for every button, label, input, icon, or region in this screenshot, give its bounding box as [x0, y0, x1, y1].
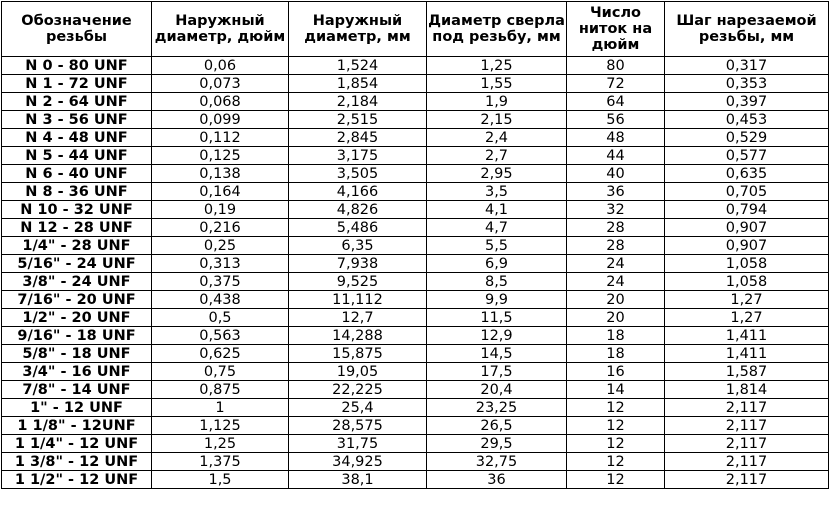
- thread-designation-cell: N 4 - 48 UNF: [2, 129, 152, 147]
- page: [0, 1, 831, 516]
- thread-pitch-mm-cell: 0,529: [665, 129, 829, 147]
- thread-designation-cell: 1 1/4" - 12 UNF: [2, 435, 152, 453]
- drill-diameter-mm-cell: 8,5: [427, 273, 567, 291]
- thread-pitch-mm-cell: 0,907: [665, 219, 829, 237]
- table-row: [2, 417, 829, 435]
- thread-designation-cell: N 12 - 28 UNF: [2, 219, 152, 237]
- table-row: [2, 93, 829, 111]
- drill-diameter-mm-cell: 2,15: [427, 111, 567, 129]
- drill-diameter-mm-cell: 23,25: [427, 399, 567, 417]
- outer-diameter-inch-cell: 0,112: [152, 129, 289, 147]
- thread-pitch-mm-cell: 0,907: [665, 237, 829, 255]
- outer-diameter-inch-cell: 0,875: [152, 381, 289, 399]
- outer-diameter-inch-cell: 1,25: [152, 435, 289, 453]
- header-thread-pitch-mm: Шаг нарезаемой резьбы, мм: [665, 2, 829, 57]
- threads-per-inch-cell: 48: [567, 129, 665, 147]
- outer-diameter-mm-cell: 15,875: [289, 345, 427, 363]
- table-row: [2, 57, 829, 75]
- outer-diameter-inch-cell: 0,216: [152, 219, 289, 237]
- outer-diameter-mm-cell: 38,1: [289, 471, 427, 489]
- outer-diameter-mm-cell: 2,845: [289, 129, 427, 147]
- table-row: [2, 471, 829, 489]
- threads-per-inch-cell: 44: [567, 147, 665, 165]
- drill-diameter-mm-cell: 14,5: [427, 345, 567, 363]
- thread-pitch-mm-cell: 0,635: [665, 165, 829, 183]
- table-row: [2, 129, 829, 147]
- outer-diameter-mm-cell: 4,826: [289, 201, 427, 219]
- drill-diameter-mm-cell: 29,5: [427, 435, 567, 453]
- table-row: [2, 309, 829, 327]
- thread-pitch-mm-cell: 2,117: [665, 453, 829, 471]
- outer-diameter-inch-cell: 0,563: [152, 327, 289, 345]
- outer-diameter-mm-cell: 28,575: [289, 417, 427, 435]
- drill-diameter-mm-cell: 12,9: [427, 327, 567, 345]
- drill-diameter-mm-cell: 2,4: [427, 129, 567, 147]
- table-row: [2, 75, 829, 93]
- threads-per-inch-cell: 36: [567, 183, 665, 201]
- outer-diameter-inch-cell: 0,625: [152, 345, 289, 363]
- drill-diameter-mm-cell: 26,5: [427, 417, 567, 435]
- table-row: [2, 255, 829, 273]
- outer-diameter-inch-cell: 0,5: [152, 309, 289, 327]
- threads-per-inch-cell: 64: [567, 93, 665, 111]
- table-row: [2, 453, 829, 471]
- thread-pitch-mm-cell: 1,814: [665, 381, 829, 399]
- threads-per-inch-cell: 12: [567, 471, 665, 489]
- table-header: [2, 2, 829, 57]
- outer-diameter-mm-cell: 14,288: [289, 327, 427, 345]
- thread-designation-cell: 7/8" - 14 UNF: [2, 381, 152, 399]
- thread-designation-cell: N 6 - 40 UNF: [2, 165, 152, 183]
- outer-diameter-inch-cell: 0,375: [152, 273, 289, 291]
- threads-per-inch-cell: 28: [567, 219, 665, 237]
- drill-diameter-mm-cell: 36: [427, 471, 567, 489]
- outer-diameter-mm-cell: 34,925: [289, 453, 427, 471]
- thread-pitch-mm-cell: 1,27: [665, 291, 829, 309]
- thread-designation-cell: 3/4" - 16 UNF: [2, 363, 152, 381]
- drill-diameter-mm-cell: 5,5: [427, 237, 567, 255]
- outer-diameter-mm-cell: 31,75: [289, 435, 427, 453]
- header-drill-diameter-mm: Диаметр сверла под резьбу, мм: [427, 2, 567, 57]
- outer-diameter-inch-cell: 0,164: [152, 183, 289, 201]
- thread-designation-cell: N 0 - 80 UNF: [2, 57, 152, 75]
- threads-per-inch-cell: 28: [567, 237, 665, 255]
- drill-diameter-mm-cell: 1,55: [427, 75, 567, 93]
- thread-designation-cell: 7/16" - 20 UNF: [2, 291, 152, 309]
- outer-diameter-mm-cell: 7,938: [289, 255, 427, 273]
- table-row: [2, 219, 829, 237]
- thread-pitch-mm-cell: 2,117: [665, 417, 829, 435]
- header-thread-designation: Обозначение резьбы: [2, 2, 152, 57]
- drill-diameter-mm-cell: 4,1: [427, 201, 567, 219]
- threads-per-inch-cell: 56: [567, 111, 665, 129]
- drill-diameter-mm-cell: 2,95: [427, 165, 567, 183]
- threads-per-inch-cell: 18: [567, 327, 665, 345]
- outer-diameter-mm-cell: 3,175: [289, 147, 427, 165]
- threads-per-inch-cell: 72: [567, 75, 665, 93]
- threads-per-inch-cell: 12: [567, 399, 665, 417]
- threads-per-inch-cell: 80: [567, 57, 665, 75]
- thread-designation-cell: 5/16" - 24 UNF: [2, 255, 152, 273]
- drill-diameter-mm-cell: 4,7: [427, 219, 567, 237]
- drill-diameter-mm-cell: 1,25: [427, 57, 567, 75]
- drill-diameter-mm-cell: 9,9: [427, 291, 567, 309]
- thread-designation-cell: 1/2" - 20 UNF: [2, 309, 152, 327]
- threads-per-inch-cell: 40: [567, 165, 665, 183]
- outer-diameter-mm-cell: 11,112: [289, 291, 427, 309]
- thread-pitch-mm-cell: 0,453: [665, 111, 829, 129]
- thread-designation-cell: N 10 - 32 UNF: [2, 201, 152, 219]
- threads-per-inch-cell: 24: [567, 273, 665, 291]
- unf-thread-table: [1, 1, 829, 489]
- outer-diameter-inch-cell: 0,06: [152, 57, 289, 75]
- outer-diameter-mm-cell: 2,184: [289, 93, 427, 111]
- table-row: [2, 183, 829, 201]
- thread-pitch-mm-cell: 1,587: [665, 363, 829, 381]
- table-row: [2, 237, 829, 255]
- outer-diameter-mm-cell: 1,854: [289, 75, 427, 93]
- outer-diameter-inch-cell: 0,138: [152, 165, 289, 183]
- thread-designation-cell: N 5 - 44 UNF: [2, 147, 152, 165]
- thread-designation-cell: N 8 - 36 UNF: [2, 183, 152, 201]
- outer-diameter-inch-cell: 1,375: [152, 453, 289, 471]
- drill-diameter-mm-cell: 6,9: [427, 255, 567, 273]
- header-threads-per-inch: Число ниток на дюйм: [567, 2, 665, 57]
- thread-designation-cell: 1/4" - 28 UNF: [2, 237, 152, 255]
- outer-diameter-inch-cell: 0,068: [152, 93, 289, 111]
- thread-designation-cell: N 2 - 64 UNF: [2, 93, 152, 111]
- thread-pitch-mm-cell: 0,794: [665, 201, 829, 219]
- outer-diameter-mm-cell: 6,35: [289, 237, 427, 255]
- table-row: [2, 345, 829, 363]
- drill-diameter-mm-cell: 17,5: [427, 363, 567, 381]
- thread-designation-cell: 3/8" - 24 UNF: [2, 273, 152, 291]
- thread-pitch-mm-cell: 2,117: [665, 399, 829, 417]
- outer-diameter-inch-cell: 0,19: [152, 201, 289, 219]
- outer-diameter-inch-cell: 0,099: [152, 111, 289, 129]
- table-row: [2, 147, 829, 165]
- thread-pitch-mm-cell: 0,577: [665, 147, 829, 165]
- table-row: [2, 111, 829, 129]
- thread-designation-cell: 1 1/8" - 12UNF: [2, 417, 152, 435]
- outer-diameter-mm-cell: 9,525: [289, 273, 427, 291]
- thread-pitch-mm-cell: 1,058: [665, 273, 829, 291]
- table-body: [2, 57, 829, 489]
- table-row: [2, 165, 829, 183]
- outer-diameter-mm-cell: 12,7: [289, 309, 427, 327]
- thread-pitch-mm-cell: 0,317: [665, 57, 829, 75]
- outer-diameter-inch-cell: 1,5: [152, 471, 289, 489]
- drill-diameter-mm-cell: 3,5: [427, 183, 567, 201]
- threads-per-inch-cell: 12: [567, 417, 665, 435]
- outer-diameter-mm-cell: 25,4: [289, 399, 427, 417]
- table-row: [2, 327, 829, 345]
- table-row: [2, 435, 829, 453]
- outer-diameter-mm-cell: 1,524: [289, 57, 427, 75]
- threads-per-inch-cell: 12: [567, 453, 665, 471]
- outer-diameter-mm-cell: 2,515: [289, 111, 427, 129]
- thread-designation-cell: N 1 - 72 UNF: [2, 75, 152, 93]
- drill-diameter-mm-cell: 1,9: [427, 93, 567, 111]
- threads-per-inch-cell: 16: [567, 363, 665, 381]
- threads-per-inch-cell: 32: [567, 201, 665, 219]
- outer-diameter-inch-cell: 0,438: [152, 291, 289, 309]
- thread-designation-cell: 5/8" - 18 UNF: [2, 345, 152, 363]
- thread-pitch-mm-cell: 0,353: [665, 75, 829, 93]
- outer-diameter-inch-cell: 0,25: [152, 237, 289, 255]
- thread-pitch-mm-cell: 2,117: [665, 471, 829, 489]
- table-row: [2, 363, 829, 381]
- drill-diameter-mm-cell: 11,5: [427, 309, 567, 327]
- drill-diameter-mm-cell: 20,4: [427, 381, 567, 399]
- drill-diameter-mm-cell: 2,7: [427, 147, 567, 165]
- table-row: [2, 201, 829, 219]
- thread-pitch-mm-cell: 0,397: [665, 93, 829, 111]
- threads-per-inch-cell: 20: [567, 291, 665, 309]
- outer-diameter-mm-cell: 5,486: [289, 219, 427, 237]
- thread-designation-cell: 1 3/8" - 12 UNF: [2, 453, 152, 471]
- thread-pitch-mm-cell: 1,27: [665, 309, 829, 327]
- outer-diameter-inch-cell: 0,313: [152, 255, 289, 273]
- table-row: [2, 399, 829, 417]
- threads-per-inch-cell: 14: [567, 381, 665, 399]
- thread-pitch-mm-cell: 1,411: [665, 327, 829, 345]
- drill-diameter-mm-cell: 32,75: [427, 453, 567, 471]
- table-row: [2, 291, 829, 309]
- threads-per-inch-cell: 20: [567, 309, 665, 327]
- thread-pitch-mm-cell: 1,411: [665, 345, 829, 363]
- outer-diameter-inch-cell: 1: [152, 399, 289, 417]
- threads-per-inch-cell: 24: [567, 255, 665, 273]
- thread-pitch-mm-cell: 1,058: [665, 255, 829, 273]
- table-row: [2, 273, 829, 291]
- thread-pitch-mm-cell: 2,117: [665, 435, 829, 453]
- threads-per-inch-cell: 18: [567, 345, 665, 363]
- outer-diameter-inch-cell: 0,75: [152, 363, 289, 381]
- threads-per-inch-cell: 12: [567, 435, 665, 453]
- thread-designation-cell: 9/16" - 18 UNF: [2, 327, 152, 345]
- outer-diameter-inch-cell: 0,073: [152, 75, 289, 93]
- outer-diameter-inch-cell: 1,125: [152, 417, 289, 435]
- header-outer-diameter-mm: Наружный диаметр, мм: [289, 2, 427, 57]
- header-outer-diameter-inch: Наружный диаметр, дюйм: [152, 2, 289, 57]
- table-row: [2, 381, 829, 399]
- header-row: [2, 2, 829, 57]
- outer-diameter-mm-cell: 19,05: [289, 363, 427, 381]
- thread-designation-cell: N 3 - 56 UNF: [2, 111, 152, 129]
- thread-designation-cell: 1 1/2" - 12 UNF: [2, 471, 152, 489]
- outer-diameter-mm-cell: 4,166: [289, 183, 427, 201]
- outer-diameter-mm-cell: 22,225: [289, 381, 427, 399]
- thread-designation-cell: 1" - 12 UNF: [2, 399, 152, 417]
- outer-diameter-mm-cell: 3,505: [289, 165, 427, 183]
- outer-diameter-inch-cell: 0,125: [152, 147, 289, 165]
- thread-pitch-mm-cell: 0,705: [665, 183, 829, 201]
